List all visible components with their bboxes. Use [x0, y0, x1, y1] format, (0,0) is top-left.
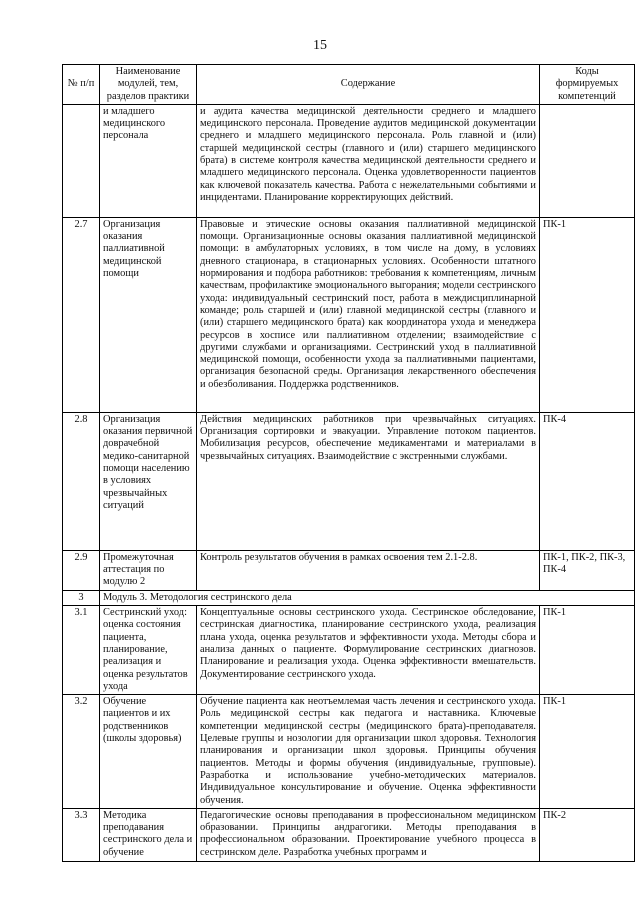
- row-num: 3.2: [63, 695, 100, 809]
- row-content: Правовые и этические основы оказания паллиативной медицинской помощи. Организационные основы оказания паллиативной медицинской помощи: в амбулаторных условиях, в том числе на дому, в условиях дневного стационара, в стационарных условиях. Особенности штатного нормирования и подбора работников: требования к компетенциям, личным качествам, профилактике эмоционального выгорания; модели сестринского ухода: индивидуальный сестринский пост, работа в междисциплинарной команде; роль старшей и (или) главной медицинской сестры (главного и (или) старшего медицинского брата) как координатора ухода и менеджера ресурсов в хосписе или паллиативном отделении; взаимодействие с другими службами и организациями. Сестринский уход в паллиативной медицинской помощи, особенности ухода за паллиативными пациентами, организация безопасной среды. Организация лекарственного обеспечения и обезболивания. Поддержка родственников.: [197, 217, 540, 412]
- row-content: Концептуальные основы сестринского ухода. Сестринское обследование, сестринская диагностика, планирование сестринского ухода, реализация плана ухода, оценка результатов и эффективности ухода. Методы сбора и анализа данных о пациенте. Формулирование сестринских диагнозов. Планирование и реализация ухода. Оценка эффективности вмешательств. Документирование сестринского ухода.: [197, 606, 540, 695]
- table-row: [63, 412, 635, 550]
- table-row: [63, 808, 635, 861]
- row-num: 2.8: [63, 412, 100, 550]
- row-codes: [540, 104, 635, 217]
- table-header-row: [63, 65, 635, 105]
- module-title: Модуль 3. Методология сестринского дела: [100, 590, 635, 605]
- row-num: 3.1: [63, 606, 100, 695]
- header-content: Содержание: [197, 65, 540, 105]
- module-row: [63, 590, 635, 605]
- row-name: Организация оказания первичной доврачебной медико-санитарной помощи населению в условиях чрезвычайных ситуаций: [100, 412, 197, 550]
- module-num: 3: [63, 590, 100, 605]
- row-codes: ПК-2: [540, 808, 635, 861]
- row-content: и аудита качества медицинской деятельности среднего и младшего медицинского персонала. Проведение аудитов медицинской документации среднего и младшего медицинского персонала. Роль главной и (или) старшей медицинской сестры (главного и (или) старшего медицинского брата) в системе контроля качества медицинской деятельности среднего и младшего медицинского персонала. Оценка удовлетворенности пациентов как ключевой показатель качества. Работа с нежелательными событиями и инцидентами. Планирование корректирующих действий.: [197, 104, 540, 217]
- row-name: Обучение пациентов и их родственников (школы здоровья): [100, 695, 197, 809]
- row-codes: ПК-4: [540, 412, 635, 550]
- table-row: [63, 606, 635, 695]
- row-content: Обучение пациента как неотъемлемая часть лечения и сестринского ухода. Роль медицинской сестры как педагога и наставника. Ключевые компетенции медицинской сестры (медицинского брата)-преподавателя. Целевые группы и нозологии для организации школ здоровья. Технология планирования и организации школ здоровья. Принципы обучения пациентов. Методы и формы обучения (индивидуальные, групповые). Разработка и использование учебно-методических материалов. Индивидуальное консультирование и обучение. Оценка эффективности обучения.: [197, 695, 540, 809]
- row-num: 3.3: [63, 808, 100, 861]
- header-name: Наименование модулей, тем, разделов практики: [100, 65, 197, 105]
- row-codes: ПК-1: [540, 695, 635, 809]
- table-row: [63, 104, 635, 217]
- row-name: и младшего медицинского персонала: [100, 104, 197, 217]
- row-num: 2.7: [63, 217, 100, 412]
- row-content: Педагогические основы преподавания в профессиональном медицинском образовании. Принципы андрагогики. Методы преподавания в профессиональном образовании. Проектирование учебного процесса в сестринском деле. Разработка учебных программ и: [197, 808, 540, 861]
- row-codes: ПК-1: [540, 606, 635, 695]
- curriculum-table: [62, 64, 635, 862]
- table-row: [63, 550, 635, 590]
- row-name: Промежуточная аттестация по модулю 2: [100, 550, 197, 590]
- row-codes: ПК-1: [540, 217, 635, 412]
- row-name: Организация оказания паллиативной медицинской помощи: [100, 217, 197, 412]
- row-name: Сестринский уход: оценка состояния пациента, планирование, реализация и оценка результатов ухода: [100, 606, 197, 695]
- row-num: [63, 104, 100, 217]
- row-codes: ПК-1, ПК-2, ПК-3, ПК-4: [540, 550, 635, 590]
- table-row: [63, 695, 635, 809]
- row-name: Методика преподавания сестринского дела и обучение: [100, 808, 197, 861]
- table-row: [63, 217, 635, 412]
- page-number: 15: [313, 38, 327, 53]
- header-num: № п/п: [63, 65, 100, 105]
- header-codes: Коды формируемых компетенций: [540, 65, 635, 105]
- row-content: Действия медицинских работников при чрезвычайных ситуациях. Организация сортировки и эвакуации. Управление потоком пациентов. Мобилизация ресурсов, обеспечение медикаментами и материалами в чрезвычайных ситуациях. Взаимодействие с экстренными службами.: [197, 412, 540, 550]
- row-content: Контроль результатов обучения в рамках освоения тем 2.1-2.8.: [197, 550, 540, 590]
- row-num: 2.9: [63, 550, 100, 590]
